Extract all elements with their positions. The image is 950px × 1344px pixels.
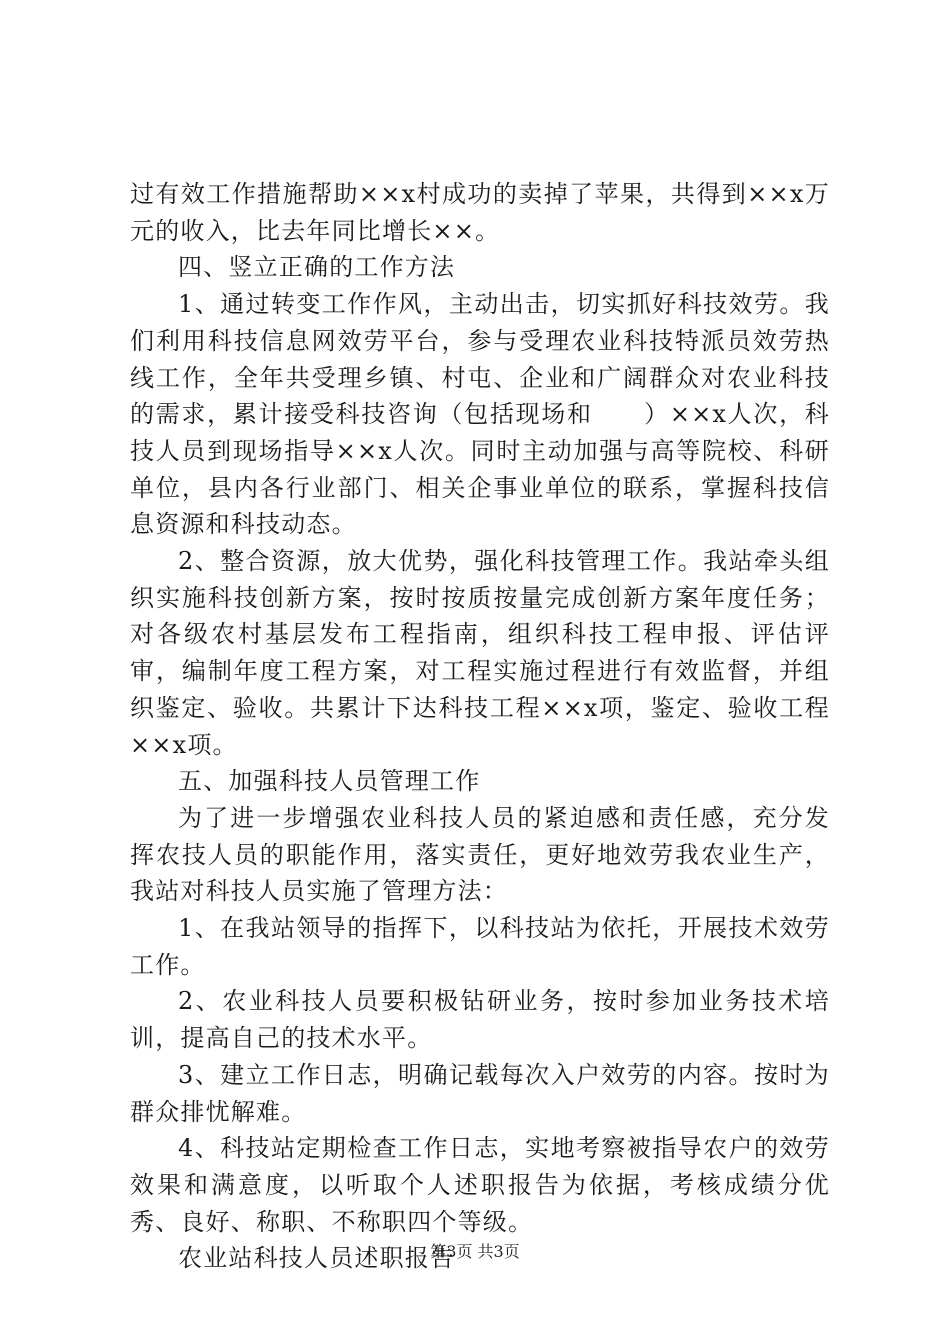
paragraph-intro: 为了进一步增强农业科技人员的紧迫感和责任感，充分发挥农技人员的职能作用，落实责任，更好地效劳我农业生产，我站对科技人员实施了管理方法：	[130, 803, 830, 906]
paragraph-continuation: 过有效工作措施帮助××x村成功的卖掉了苹果，共得到××x万元的收入，比去年同比增长××。	[130, 180, 830, 245]
list-item-4: 4、科技站定期检查工作日志，实地考察被指导农户的效劳效果和满意度，以听取个人述职报告为依据，考核成绩分优秀、良好、称职、不称职四个等级。	[130, 1134, 830, 1236]
document-body	[130, 176, 830, 1277]
list-item-3: 3、建立工作日志，明确记载每次入户效劳的内容。按时为群众排忧解难。	[130, 1060, 830, 1126]
paragraph-item-2: 2、整合资源，放大优势，强化科技管理工作。我站牵头组织实施科技创新方案，按时按质按量完成创新方案年度任务；对各级农村基层发布工程指南，组织科技工程申报、评估评审，编制年度工程方案，对工程实施过程进行有效监督，并组织鉴定、验收。共累计下达科技工程××x项，鉴定、验收工程××x项。	[130, 547, 830, 759]
section-heading-4: 四、竖立正确的工作方法	[178, 253, 456, 282]
paragraph-item-1: 1、通过转变工作作风，主动出击，切实抓好科技效劳。我们利用科技信息网效劳平台，参与受理农业科技特派员效劳热线工作，全年共受理乡镇、村屯、企业和广阔群众对农业科技的需求，累计接受科技咨询（包括现场和 ）××x人次，科技人员到现场指导××x人次。同时主动加强与高等院校、科研单位，县内各行业部门、相关企事业单位的联系，掌握科技信息资源和科技动态。	[130, 290, 830, 539]
page-number-footer: 第3页 共3页	[430, 1242, 520, 1261]
document-title-trailer: 农业站科技人员述职报告	[178, 1244, 456, 1273]
list-item-1: 1、在我站领导的指挥下，以科技站为依托，开展技术效劳工作。	[130, 914, 830, 979]
list-item-2: 2、农业科技人员要积极钻研业务，按时参加业务技术培训，提高自己的技术水平。	[130, 987, 830, 1053]
section-heading-5: 五、加强科技人员管理工作	[178, 767, 481, 796]
